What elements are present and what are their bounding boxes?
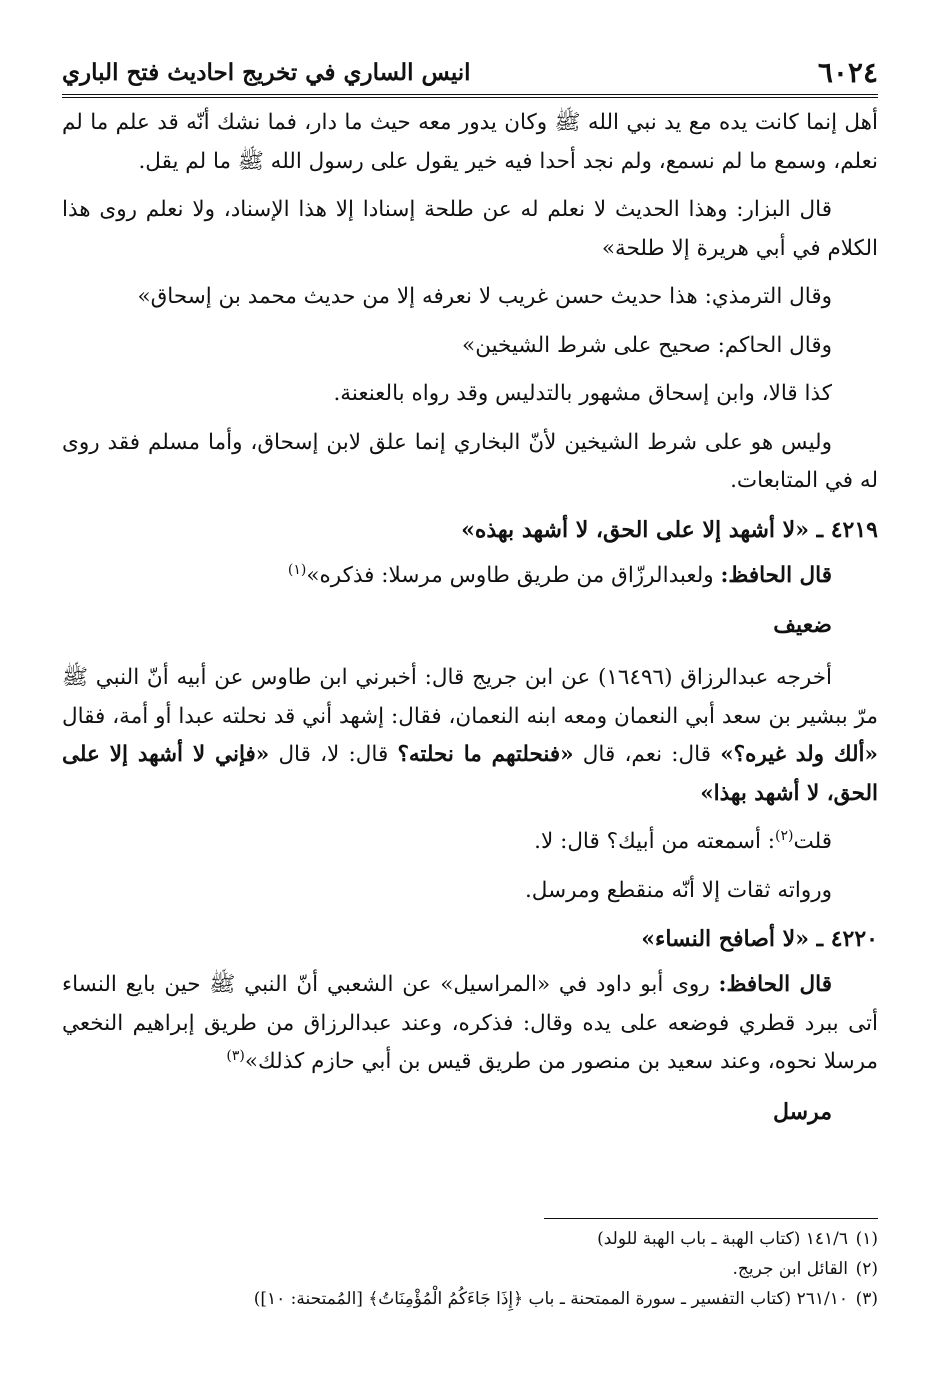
paragraph-shaykhayn: وليس هو على شرط الشيخين لأنّ البخاري إنما علق لابن إسحاق، وأما مسلم فقد روى له في المتابعات. (62, 429, 878, 493)
paragraph-ruwatuhu: ورواته ثقات إلا أنّه منقطع ومرسل. (524, 877, 832, 903)
hadith-heading-4220: ٤٢٢٠ ـ «لا أصافح النساء» (641, 926, 878, 952)
footnote-1 (62, 1224, 878, 1254)
takhrij-text: قال: نعم، قال (573, 742, 721, 767)
hafiz-quote-4220 (62, 966, 878, 1082)
takhrij-text: قال: لا، قال (269, 742, 398, 767)
footnote-text: ١٤١/٦ (كتاب الهبة ـ باب الهبة للولد) (597, 1229, 848, 1249)
running-title: انيس الساري في تخريج احاديث فتح الباري (62, 58, 471, 86)
footnote-ref-3[interactable]: (٣) (226, 1047, 245, 1064)
footnote-number: (٣) (855, 1289, 878, 1309)
footnotes (62, 1224, 878, 1314)
grade-label-2: مرسل (772, 1098, 832, 1125)
paragraph-takhrij-4219 (62, 659, 878, 813)
quote-nahalta: «فنحلتهم ما نحلته؟ (397, 742, 574, 767)
paragraph-tadlis: كذا قالا، وابن إسحاق مشهور بالتدليس وقد رواه بالعنعنة. (333, 381, 832, 406)
quote-la-ashhad: «فإني لا أشهد إلا على الحق، لا أشهد بهذا» (62, 742, 878, 806)
hafiz-quote-4219 (62, 557, 878, 596)
footnote-3 (62, 1284, 878, 1314)
takhrij-text: أخرجه عبدالرزاق (١٦٤٩٦) عن ابن جريج قال: أخبرني ابن طاوس عن أبيه أنّ النبي ﷺ مرّ ببشير بن سعد أبي النعمان ومعه ابنه النعمان، فقال: إشهد أني قد نحلته عبدا أو أمة، فقال (62, 665, 878, 729)
footnote-2 (62, 1254, 878, 1284)
quote-walad: «ألك ولد غيره؟» (720, 742, 878, 767)
grade-label-1: ضعيف (773, 612, 832, 638)
paragraph-hakim: وقال الحاكم: صحيح على شرط الشيخين» (462, 332, 832, 358)
page-number: ٦٠٢٤ (817, 55, 878, 89)
paragraph-bazzar: قال البزار: وهذا الحديث لا نعلم له عن طلحة إسنادا إلا هذا الإسناد، ولا نعلم روى هذا الكلام في أبي هريرة إلا طلحة» (62, 197, 878, 261)
main-text (62, 104, 878, 1146)
hadith-heading-4219: ٤٢١٩ ـ «لا أشهد إلا على الحق، لا أشهد بهذه» (461, 516, 878, 543)
paragraph-1: أهل إنما كانت يده مع يد نبي الله ﷺ وكان يدور معه حيث ما دار، فما نشك أنّه قد علم ما لم نعلم، وسمع ما لم نسمع، ولم نجد أحدا فيه خير يقول على رسول الله ﷺ ما لم يقل. (62, 110, 878, 174)
footnote-ref-1[interactable]: (١) (287, 561, 307, 578)
footnote-ref-2[interactable]: (٢) (775, 827, 794, 844)
footnote-text: القائل ابن جريج. (732, 1259, 848, 1279)
footnote-number: (١) (855, 1229, 878, 1249)
paragraph-tirmidhi: وقال الترمذي: هذا حديث حسن غريب لا نعرفه إلا من حديث محمد بن إسحاق» (137, 284, 832, 309)
hafiz-text: روى أبو داود في «المراسيل» عن الشعبي أنّ النبي ﷺ حين بايع النساء أتى ببرد قطري فوضعه على يده وقال: فذكره، وعند عبدالرزاق من طريق إبراهيم النخعي مرسلا نحوه، وعند سعيد بن منصور من طريق قيس بن أبي حازم كذلك» (62, 972, 878, 1074)
hafiz-text: ولعبدالرزّاق من طريق طاوس مرسلا: فذكره» (306, 562, 721, 588)
page-header (62, 50, 878, 94)
paragraph-qultu (62, 823, 878, 862)
footnote-number: (٢) (855, 1259, 878, 1279)
footnote-divider (544, 1218, 878, 1219)
qultu-word: قلت (793, 829, 832, 854)
header-divider (62, 94, 878, 98)
hafiz-label: قال الحافظ: (718, 972, 832, 997)
qultu-text: : أسمعته من أبيك؟ قال: لا. (534, 829, 776, 854)
hafiz-label: قال الحافظ: (720, 562, 832, 588)
footnote-text: ٢٦١/١٠ (كتاب التفسير ـ سورة الممتحنة ـ باب ﴿إِذَا جَاءَكُمُ الْمُؤْمِنَاتُ﴾ [المُمتحنة: ١٠]) (253, 1289, 848, 1309)
